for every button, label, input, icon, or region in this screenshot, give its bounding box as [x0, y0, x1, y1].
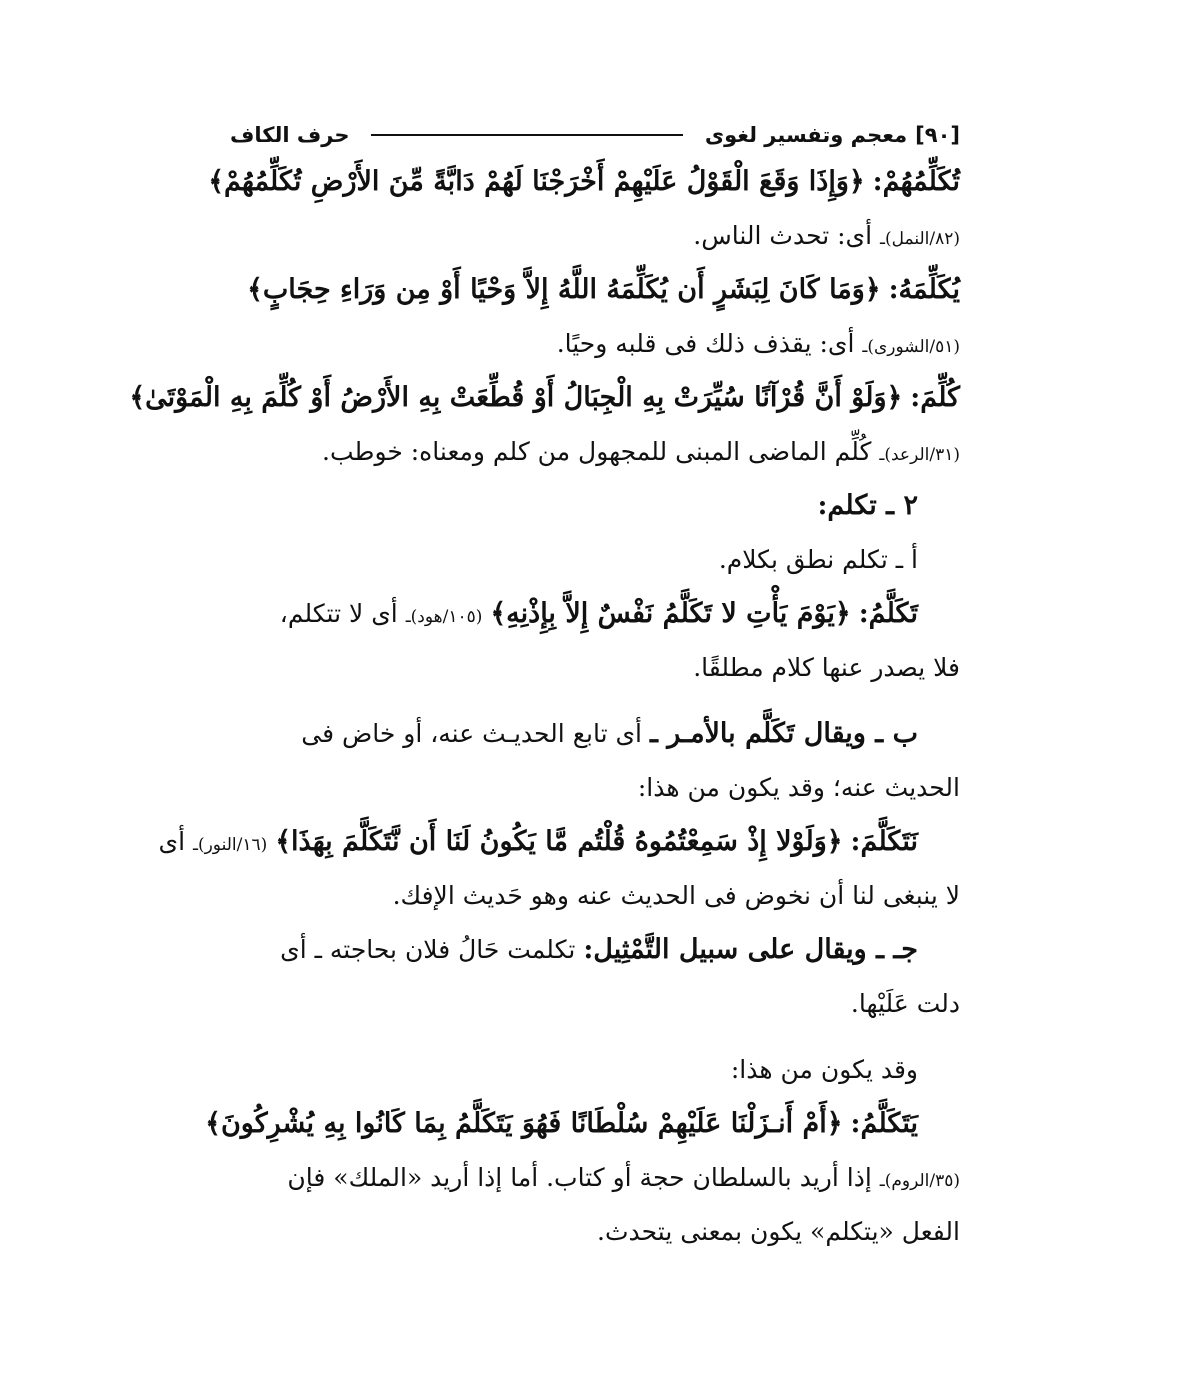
- explanation: فلا يصدر عنها كلام مطلقًا.: [693, 653, 960, 682]
- verse-ref: (٥١/الشورى)ـ: [862, 337, 960, 357]
- entry-line: [230, 209, 960, 263]
- explanation: أى: [158, 827, 186, 856]
- entry-head: تَكَلَّمُ:: [858, 598, 918, 629]
- sub-item-head: جـ ـ ويقال على سبيل التَّمْثِيل:: [583, 934, 918, 965]
- verse-ref: (٣١/الرعد)ـ: [879, 445, 960, 465]
- explanation: إذا أريد بالسلطان حجة أو كتاب. أما إذا أريد «الملك» فإن: [287, 1163, 872, 1192]
- entry-line: [230, 641, 960, 695]
- entry-line: [230, 263, 960, 317]
- verse-quote: ﴿أَمْ أَنـزَلْنَا عَلَيْهِمْ سُلْطَانًا فَهُوَ يَتَكَلَّمُ بِمَا كَانُوا بِهِ يُشْرِكُونَ﴾: [205, 1108, 843, 1139]
- page-header: [230, 115, 960, 155]
- entry-head: نَتَكَلَّمَ:: [850, 826, 918, 857]
- explanation: لا ينبغى لنا أن نخوض فى الحديث عنه وهو حَديث الإفك.: [392, 881, 960, 910]
- explanation: وقد يكون من هذا:: [730, 1055, 918, 1084]
- entry-line: [230, 1043, 960, 1097]
- entry-line: [230, 1205, 960, 1259]
- verse-quote: ﴿وَلَوْ أَنَّ قُرْآنًا سُيِّرَتْ بِهِ الْجِبَالُ أَوْ قُطِّعَتْ بِهِ الأَرْضُ أَوْ كُلِّمَ بِهِ الْمَوْتَىٰ﴾: [129, 382, 903, 413]
- entry-line: [230, 977, 960, 1031]
- entry-line: [208, 155, 960, 209]
- entry-line: [230, 317, 960, 371]
- entry-line: [230, 425, 960, 479]
- page-number: [٩٠]: [915, 123, 960, 147]
- explanation: تكلمت حَالُ فلان بحاجته ـ أى: [280, 935, 576, 964]
- entry-line: [230, 587, 960, 641]
- entry-line: [158, 815, 960, 869]
- letter-title: حرف الكاف: [230, 123, 350, 147]
- sub-item-b: [230, 707, 960, 761]
- verse-quote: ﴿وَإِذَا وَقَعَ الْقَوْلُ عَلَيْهِمْ أَخْرَجْنَا لَهُمْ دَابَّةً مِّنَ الأَرْضِ تُكَلِّمُهُمْ﴾: [208, 166, 865, 197]
- entry-head: تُكَلِّمُهُمْ:: [872, 166, 960, 197]
- entry-head: يُكَلِّمَهُ:: [888, 274, 960, 305]
- verse-ref: (١٠٥/هود)ـ: [405, 607, 483, 627]
- verse-ref: (٣٥/الروم)ـ: [879, 1171, 960, 1191]
- entry-line: [230, 761, 960, 815]
- explanation: أى تابع الحديـث عنه، أو خاض فى: [301, 719, 642, 748]
- header-rule: [371, 134, 682, 136]
- entry-line: [129, 371, 960, 425]
- verse-ref: (١٦/النور)ـ: [192, 835, 268, 855]
- explanation: الحديث عنه؛ وقد يكون من هذا:: [637, 773, 960, 802]
- verse-quote: ﴿وَمَا كَانَ لِبَشَرٍ أَن يُكَلِّمَهُ اللَّهُ إِلاَّ وَحْيًا أَوْ مِن وَرَاءِ حِجَابٍ﴾: [247, 274, 881, 305]
- section-title: ٢ ـ تكلم:: [817, 490, 918, 521]
- entry-line: [230, 1151, 960, 1205]
- sub-item-c: [230, 923, 960, 977]
- explanation: أى: يقذف ذلك فى قلبه وحيًا.: [556, 329, 855, 358]
- document-page: [129, 115, 960, 1259]
- explanation: أى لا تتكلم،: [279, 599, 398, 628]
- explanation: كُلِّم الماضى المبنى للمجهول من كلم ومعناه: خوطب.: [322, 437, 872, 466]
- verse-quote: ﴿يَوْمَ يَأْتِ لا تَكَلَّمُ نَفْسٌ إِلاَّ بِإِذْنِهِ﴾: [490, 598, 851, 629]
- book-title: معجم وتفسير لغوى: [704, 123, 908, 147]
- entry-line: [230, 869, 960, 923]
- explanation: الفعل «يتكلم» يكون بمعنى يتحدث.: [597, 1217, 960, 1246]
- entry-head: كُلِّمَ:: [910, 382, 960, 413]
- explanation: دلت عَلَيْها.: [850, 989, 960, 1018]
- entry-head: يَتَكَلَّمُ:: [850, 1108, 918, 1139]
- verse-quote: ﴿وَلَوْلا إِذْ سَمِعْتُمُوهُ قُلْتُم مَّا يَكُونُ لَنَا أَن نَّتَكَلَّمَ بِهَذَا﴾: [275, 826, 843, 857]
- entry-line: [205, 1097, 960, 1151]
- verse-ref: (٨٢/النمل)ـ: [880, 229, 960, 249]
- sub-item-head: ب ـ ويقال تَكَلَّم بالأمـر ـ: [649, 718, 918, 749]
- sub-item-a: أ ـ تكلم نطق بكلام.: [718, 545, 918, 574]
- explanation: أى: تحدث الناس.: [693, 221, 873, 250]
